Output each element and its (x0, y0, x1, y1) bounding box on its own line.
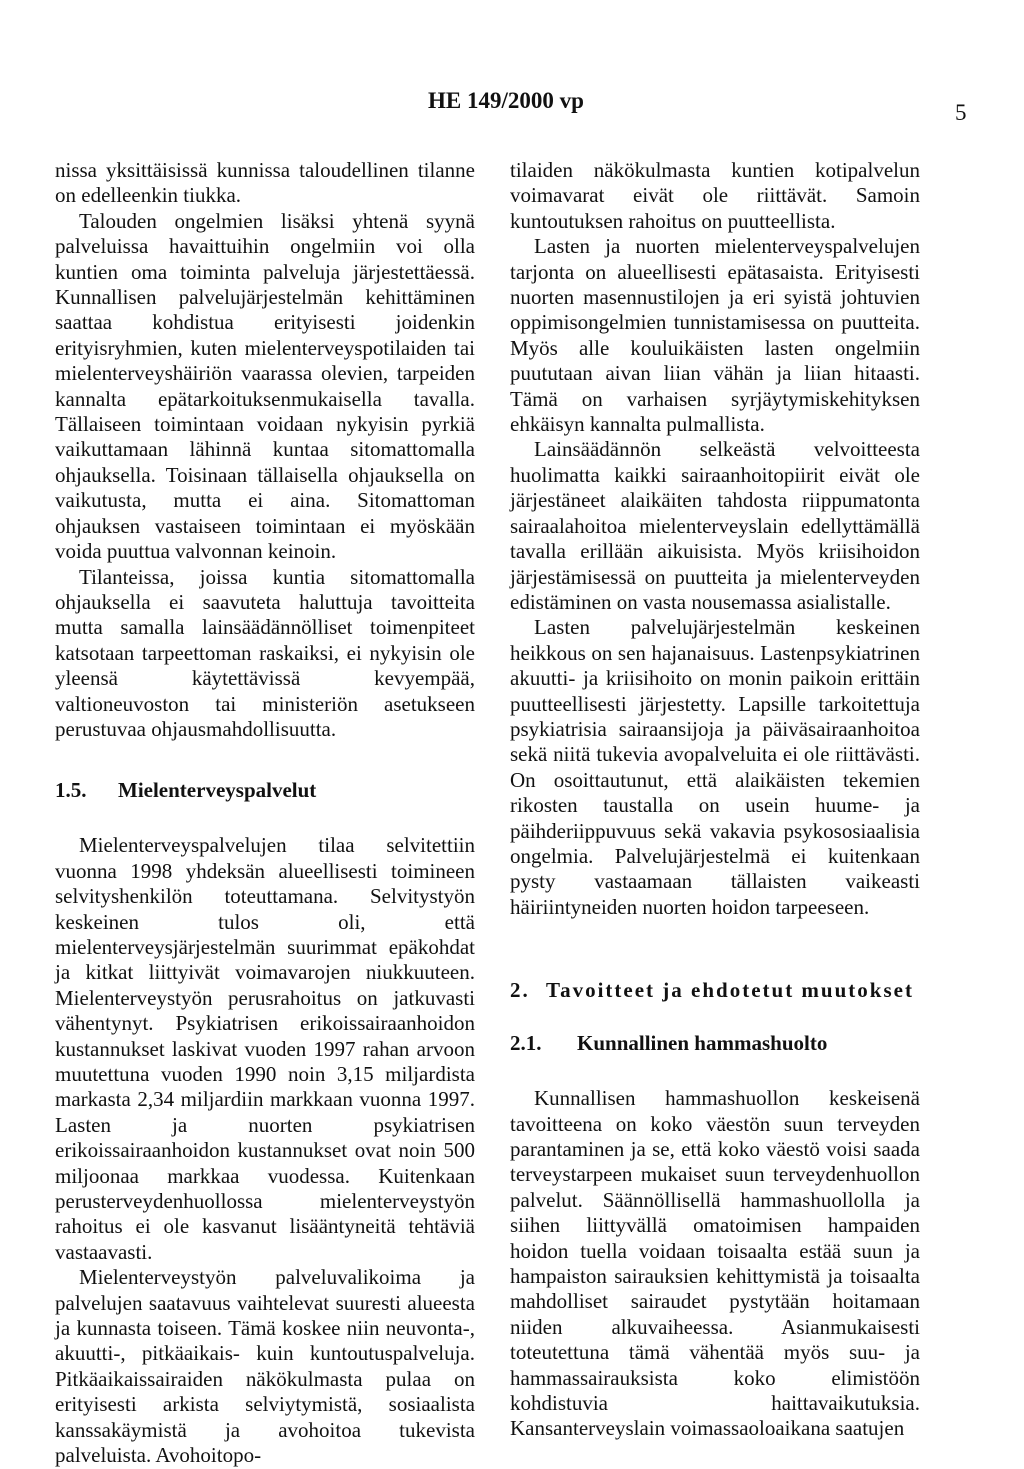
section-title: Mielenterveyspalvelut (118, 778, 317, 803)
paragraph: Lasten ja nuorten mielenterveyspalvelujen tarjonta on alueellisesti epätasaista. Erityisesti nuorten masennustilojen ja eri syistä johtuvien oppimisongelmien tunnistamisessa on puutteita. Myös alle kouluikäisten lasten ongelmiin puututaan aivan liian vähän ja liian hitaasti. Tämä on varhaisen syrjäytymiskehityksen ehkäisyn kannalta pulmallista. (510, 234, 920, 437)
paragraph: tilaiden näkökulmasta kuntien kotipalvelun voimavarat eivät ole riittävät. Samoin kuntoutuksen rahoitus on puutteellista. (510, 158, 920, 233)
paragraph: Lainsäädännön selkeästä velvoitteesta huolimatta kaikki sairaanhoitopiirit eivät ole järjestäneet alaikäiten tahdosta riippumatonta sairaalahoitoa mielenterveyslain edellyttämällä tavalla erillään aikuisista. Myös kriisihoidon järjestämisessä on puutteita ja mielenterveyden edistäminen on vasta nousemassa asialistalle. (510, 437, 920, 614)
paragraph: Tilanteissa, joissa kuntia sitomattomalla ohjauksella ei saavuteta haluttuja tavoitteita mutta samalla lainsäädännölliset toimenpiteet katsotaan tarpeettoman raskaiksi, ei nykyisin ole yleensä käytettävissä kevyempää, valtioneuvoston tai ministeriön asetukseen perustuvaa ohjausmahdollisuutta. (55, 564, 475, 741)
left-column (55, 158, 475, 1469)
paragraph: Lasten palvelujärjestelmän keskeinen heikkous on sen hajanaisuus. Lastenpsykiatrinen akuutti- ja kriisihoito on monin paikoin erittäin puutteellisesti järjestetty. Lapsille tarkoitettuja psykiatrisia sairaansijoja ja päiväsairaanhoitoa sekä niitä tukevia avopalveluita ei ole riittävästi. On osoittautunut, että alaikäisten tekemien rikosten taustalla on usein huume- ja päihderiippuvuus sekä vakavia psykososiaalisia ongelmia. Palvelujärjestelmä ei kuitenkaan pysty vastaamaan tällaisten vaikeasti häiriintyneiden nuorten hoidon tarpeeseen. (510, 615, 920, 919)
paragraph: Mielenterveystyön palveluvalikoima ja palvelujen saatavuus vaihtelevat suuresti alueesta ja kunnasta toiseen. Tämä koskee niin neuvonta-, akuutti-, pitkäaikais- kuin kuntoutuspalveluja. Pitkäaikaissairaiden näkökulmasta pulaa on erityisesti arkista selviytymistä, sosiaalista kanssakäymistä ja avohoitoa tukevista palveluista. Avohoitopo- (55, 1265, 475, 1468)
section-number: 2.1. (510, 1031, 542, 1056)
paragraph: nissa yksittäisissä kunnissa taloudellinen tilanne on edelleenkin tiukka. (55, 158, 475, 208)
paragraph: Kunnallisen hammashuollon keskeisenä tavoitteena on koko väestön suun terveyden parantaminen ja se, että koko väestö voisi saada terveystarpeen mukaiset suun terveydenhuollon palvelut. Säännöllisellä hammashuollolla ja siihen liittyvällä omatoimisen hampaiden hoidon tuella voidaan toisaalta estää suun ja hampaiston sairauksien kehittymistä ja toisaalta mahdolliset sairaudet pystytään hoitamaan niiden alkuvaiheessa. Asianmukaisesti toteutettuna tämä vähentää myös suu- ja hammassairauksista koko elimistöön kohdistuvia haittavaikutuksia. Kansanterveyslain voimassaoloaikana saatujen (510, 1086, 920, 1441)
section-title: Kunnallinen hammashuolto (577, 1031, 828, 1056)
paragraph: Talouden ongelmien lisäksi yhtenä syynä palveluissa havaittuihin ongelmiin voi olla kuntien oma toiminta palveluja järjestettäessä. Kunnallisen palvelujärjestelmän kehittäminen saattaa kohdistua erityisesti joidenkin erityisryhmien, kuten mielenterveyspotilaiden tai mielenterveyshäiriön vaarassa olevien, tarpeiden kannalta epätarkoituksenmukaisella tavalla. Tällaiseen toimintaan voidaan nykyisin pyrkiä vaikuttamaan lähinnä kuntaa sitomattomalla ohjauksella. Toisinaan tällaisella ohjauksella on vaikutusta, mutta ei aina. Sitomattoman ohjauksen vastaiseen toimintaan ei myöskään voida puuttua valvonnan keinoin. (55, 208, 475, 564)
right-column (510, 158, 920, 1442)
section-heading-2 (510, 978, 920, 1003)
document-id: HE 149/2000 vp (428, 88, 584, 113)
section-heading-2-1 (510, 1031, 920, 1056)
page-header (0, 88, 1024, 124)
page-number: 5 (955, 100, 967, 125)
section-title: Tavoitteet ja ehdotetut muutokset (546, 978, 914, 1003)
section-heading-1-5 (55, 778, 475, 803)
section-number: 1.5. (55, 778, 87, 803)
section-number: 2. (510, 978, 530, 1003)
paragraph: Mielenterveyspalvelujen tilaa selvitettiin vuonna 1998 yhdeksän alueellisesti toimineen selvityshenkilön toteuttamana. Selvitystyön keskeinen tulos oli, että mielenterveysjärjestelmän suurimmat epäkohdat ja kitkat liittyivät voimavarojen niukkuuteen. Mielenterveystyön perusrahoitus on jatkuvasti vähentynyt. Psykiatrisen erikoissairaanhoidon kustannukset laskivat vuoden 1997 rahan arvoon muutettuna vuoden 1990 noin 3,15 miljardista markasta 2,34 miljardiin markkaan vuonna 1997. Lasten ja nuorten psykiatrisen erikoissairaanhoidon kustannukset ovat noin 500 miljoonaa markkaa vuodessa. Kuitenkaan perusterveydenhuollossa mielenterveystyön rahoitus ei ole kasvanut lisääntyneitä tehtäviä vastaavasti. (55, 833, 475, 1264)
